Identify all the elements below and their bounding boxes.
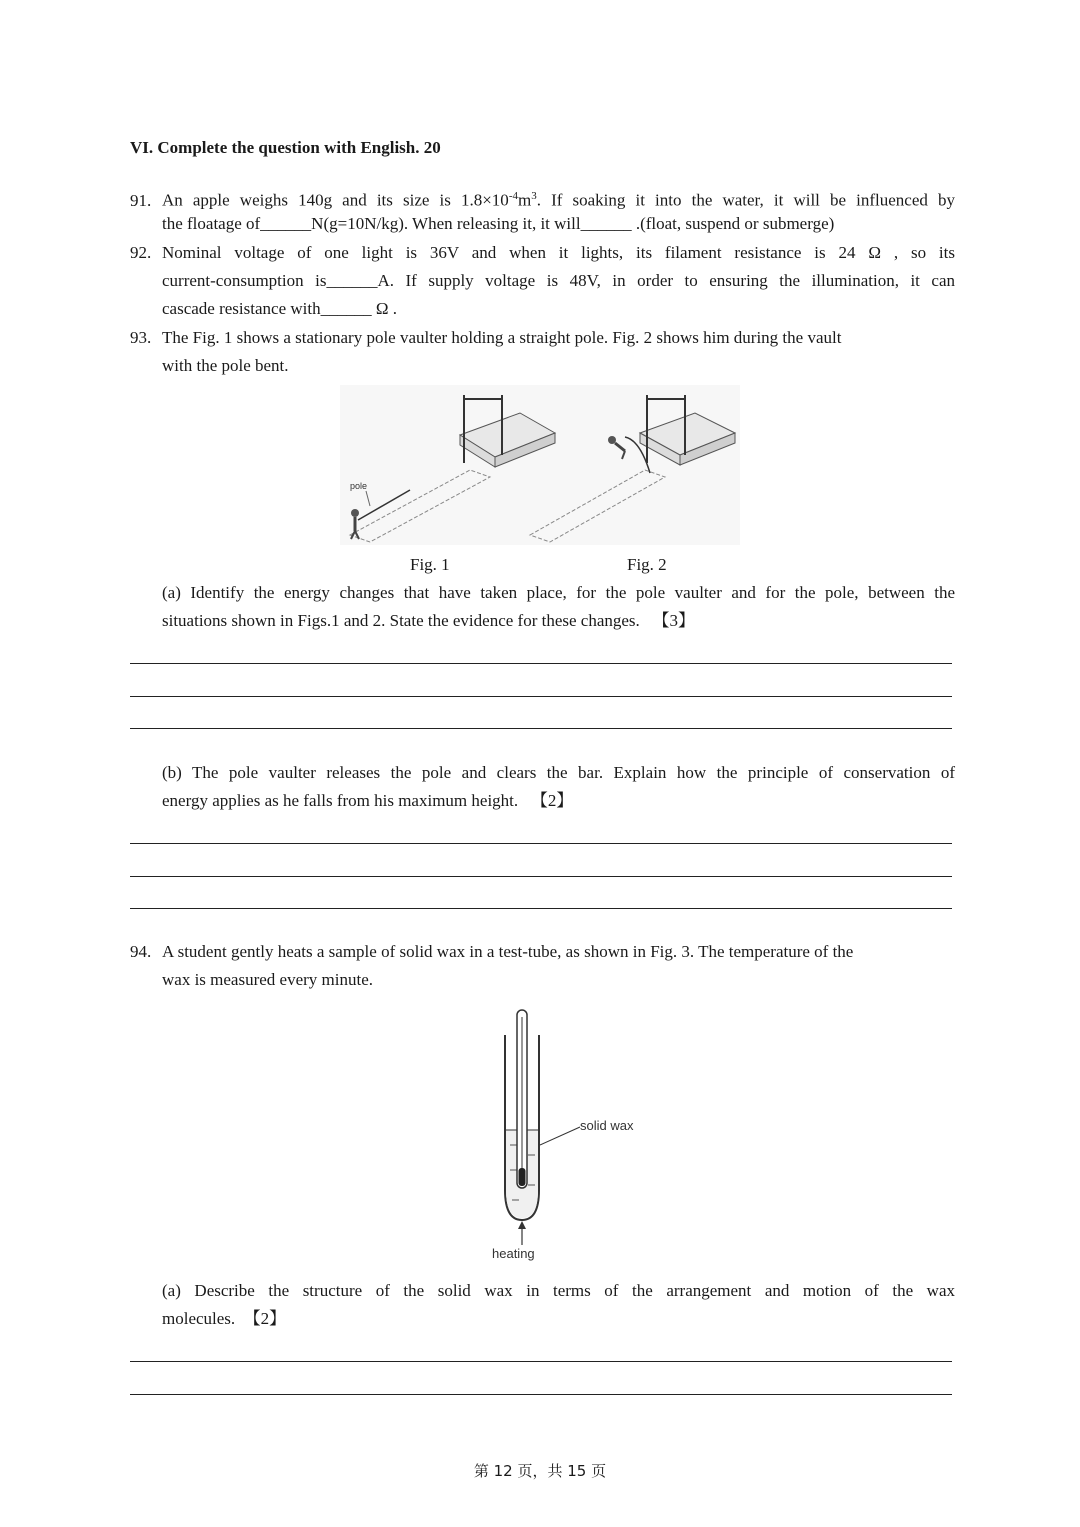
- wax-heating-figure: [470, 1005, 670, 1265]
- q94-number: 94.: [130, 942, 152, 961]
- q93b-marks: 【2】: [530, 791, 574, 810]
- q93b-line2: energy applies as he falls from his maximum height. 【2】: [162, 791, 574, 810]
- q94a-marks: 【2】: [243, 1309, 287, 1328]
- q91-line2: the floatage of______N(g=10N/kg). When releasing it, it will______ .(float, suspend or submerge): [162, 214, 835, 233]
- answer-line[interactable]: [130, 1394, 952, 1395]
- q94-line2: wax is measured every minute.: [162, 970, 374, 989]
- q93a-marks: 【3】: [652, 611, 696, 630]
- q93a-line2: situations shown in Figs.1 and 2. State the evidence for these changes. 【3】: [162, 611, 696, 630]
- q93-line1: 93. The Fig. 1 shows a stationary pole vaulter holding a straight pole. Fig. 2 shows him during the vault: [130, 324, 841, 352]
- section-title: VI. Complete the question with English. 20: [130, 138, 441, 157]
- q93b-line1: (b) The pole vaulter releases the pole and clears the bar. Explain how the principle of conservation of: [162, 763, 955, 782]
- q92-line2: current-consumption is______A. If supply voltage is 48V, in order to ensuring the illumination, it can: [162, 271, 955, 290]
- pole-label: pole: [350, 481, 368, 491]
- q93-number: 93.: [130, 328, 152, 347]
- q94-line1: 94. A student gently heats a sample of solid wax in a test-tube, as shown in Fig. 3. The temperature of the: [130, 938, 853, 966]
- answer-line[interactable]: [130, 696, 952, 697]
- q94a-line1: (a) Describe the structure of the solid wax in terms of the arrangement and motion of the wax: [162, 1281, 955, 1300]
- solid-wax-label: solid wax: [580, 1118, 634, 1133]
- q94a-line2: molecules. 【2】: [162, 1309, 287, 1328]
- fig2-caption: Fig. 2: [627, 555, 667, 574]
- q91-number: 91.: [130, 190, 152, 210]
- fig1-caption: Fig. 1: [410, 555, 450, 574]
- q91-line1: 91. An apple weighs 140g and its size is $1.8\times 10^{-4}m^3$. If soaking it into the water, it will be influenced by: [130, 182, 955, 215]
- q93-line2: with the pole bent.: [162, 356, 289, 375]
- q92-line3: cascade resistance with______ Ω .: [162, 299, 397, 318]
- answer-line[interactable]: [130, 728, 952, 729]
- answer-line[interactable]: [130, 876, 952, 877]
- q92-line1: 92. Nominal voltage of one light is 36V and when it lights, its filament resistance is 24 Ω , so its: [130, 239, 955, 267]
- page-footer: 第 12 页，共 15 页: [473, 1462, 607, 1480]
- q93a-line1: (a) Identify the energy changes that have taken place, for the pole vaulter and for the pole, between the: [162, 583, 955, 602]
- q92-number: 92.: [130, 243, 152, 262]
- heating-label: heating: [492, 1246, 535, 1261]
- pole-vault-figure: [340, 385, 740, 545]
- answer-line[interactable]: [130, 663, 952, 664]
- answer-line[interactable]: [130, 1361, 952, 1362]
- answer-line[interactable]: [130, 843, 952, 844]
- answer-line[interactable]: [130, 908, 952, 909]
